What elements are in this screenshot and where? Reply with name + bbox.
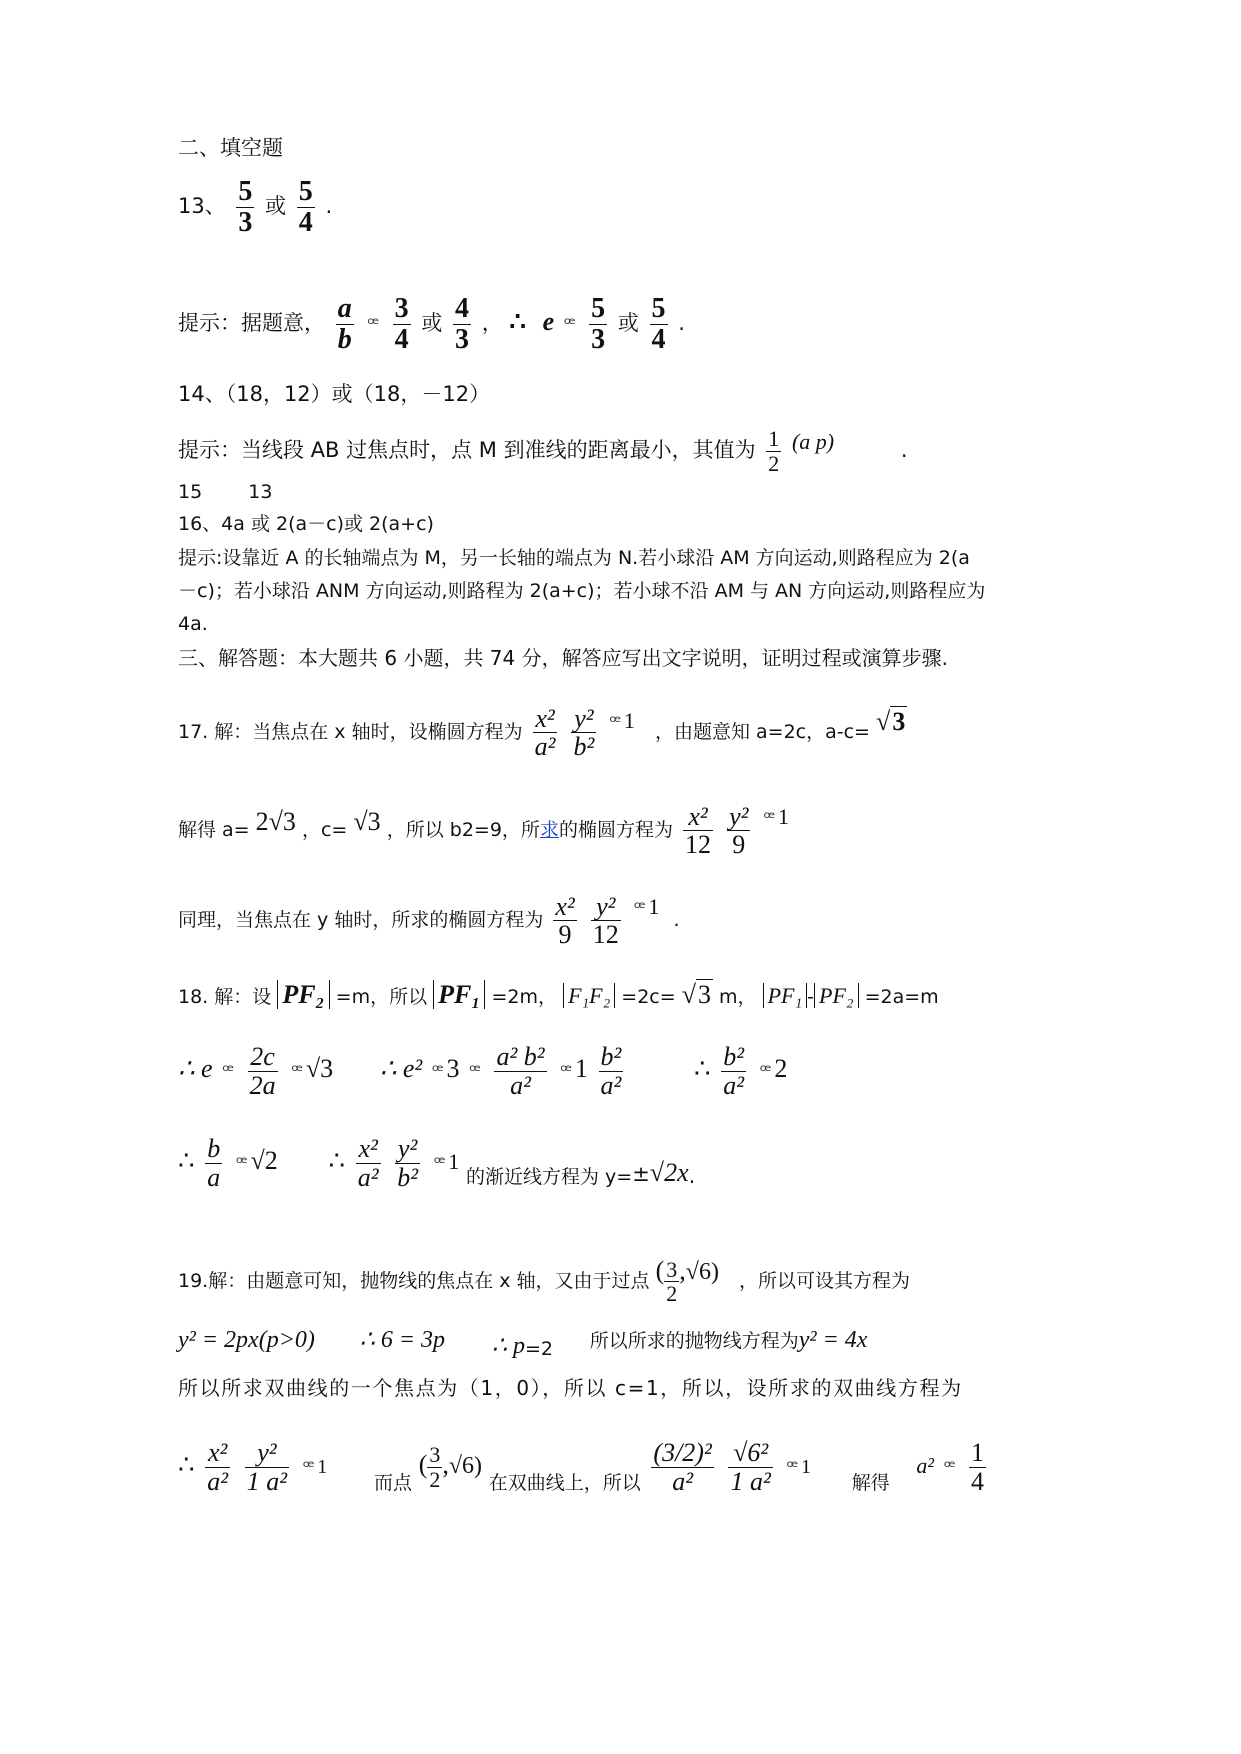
link-qiu[interactable]: 求 (539, 819, 559, 841)
solution-18-line-3: ∴ $\frac{b}{a}$ ꟹ √2 ∴ $\frac{\text{x²}}{\text{a²}}$ $\frac{\text{y²}}{\text{b²}}$ ꟹ 1 的渐近线方程为 y=±√2x. (178, 1134, 696, 1192)
fraction-5-3: $\frac{5}{3}$ (238, 176, 253, 238)
fraction-5-4: $\frac{5}{4}$ (651, 293, 666, 355)
sqrt-3: √3 (876, 707, 906, 736)
fraction-1-2: $\frac{1}{2}$ (768, 426, 780, 476)
hint-13: 提示：据题意， $\frac{a}{b}$ ꟹ $\frac{3}{4}$ 或 $\frac{4}{3}$ ， ∴ e ꟹ $\frac{5}{3}$ 或 $\frac{5}{4}$ . (178, 293, 685, 355)
garbled-symbol: ꟹ (367, 314, 379, 335)
section-2-title: 二、填空题 (178, 136, 283, 160)
sqrt-3: √3 (681, 980, 711, 1009)
fraction-b-a: $\frac{b}{a}$ (207, 1134, 221, 1192)
solution-18-line-1: 18. 解：设 PF₂ =m，所以 PF₁ =2m， F₁F₂ =2c= √3 m， PF₁ - PF₂ =2a=m (178, 980, 939, 1009)
fraction-5-4: $\frac{5}{4}$ (298, 176, 313, 238)
abs-f1f2: F₁F₂ (563, 983, 615, 1008)
fraction-x2-a2: $\frac{\text{x²}}{\text{a²}}$ (534, 703, 556, 761)
fraction-x2-9: $\frac{\text{x²}}{9}$ (555, 891, 575, 949)
solution-19-line-1: 19.解：由题意可知，抛物线的焦点在 x 轴，又由于过点 ( $\frac{3}{2}$ ,√6) ，所以可设其方程为 (178, 1256, 910, 1306)
fraction-1-4: $\frac{1}{4}$ (971, 1438, 984, 1496)
answer-14: 14、（18，12）或（18，－12） (178, 382, 491, 406)
fraction-y2-b2: $\frac{\text{y²}}{\text{b²}}$ (397, 1134, 418, 1192)
solution-17-line-1: 17. 解：当焦点在 x 轴时，设椭圆方程为 $\frac{\text{x²}}{\text{a²}}$ $\frac{\text{y²}}{\text{b²}}$ ꟹ 1 ，由题意知 a=2c，a-c= √3 (178, 703, 906, 761)
answer-16: 16、4a 或 2(a－c)或 2(a+c) (178, 513, 434, 535)
fraction-2c-2a: $\frac{2c}{2a}$ (249, 1042, 276, 1100)
fraction-3-2: $\frac{3}{2}$ (666, 1256, 678, 1306)
solution-17-line-3: 同理，当焦点在 y 轴时，所求的椭圆方程为 $\frac{\text{x²}}{9}$ $\frac{\text{y²}}{12}$ ꟹ 1 . (178, 891, 680, 949)
fraction-x2-a2: $\frac{\text{x²}}{\text{a²}}$ (357, 1134, 379, 1192)
fraction-b2-a2: $\frac{\text{b²}}{\text{a²}}$ (723, 1042, 745, 1100)
fraction-y2-12: $\frac{\text{y²}}{12}$ (592, 891, 619, 949)
fraction-y2-b2: $\frac{\text{y²}}{\text{b²}}$ (573, 703, 595, 761)
fraction-sqrt6-sq-1-a2: $\frac{\text{√6²}}{\text{1 a²}}$ (730, 1438, 771, 1496)
fraction-3-2: $\frac{3}{2}$ (429, 1442, 441, 1492)
fraction-y2-1-a2: $\frac{\text{y²}}{\text{1 a²}}$ (246, 1438, 288, 1496)
fraction-x2-12: $\frac{\text{x²}}{12}$ (685, 801, 712, 859)
fraction-b2-a2: $\frac{\text{b²}}{\text{a²}}$ (600, 1042, 622, 1100)
fraction-y2-9: $\frac{\text{y²}}{9}$ (729, 801, 749, 859)
hint-16-line-3: 4a. (178, 613, 208, 635)
solution-19-line-2: y² = 2px(p>0) ∴ 6 = 3p ∴ p=2 所以所求的抛物线方程为y² = 4x (178, 1327, 868, 1360)
fraction-5-3: $\frac{5}{3}$ (591, 293, 606, 355)
solution-18-line-2: ∴ e ꟹ $\frac{2c}{2a}$ ꟹ √3 ∴ e² ꟹ 3 ꟹ $\frac{\text{a² b²}}{\text{a²}}$ ꟹ 1 $\frac{\text{b²}}{\text{a²}}$ ∴ $\frac{\text{b²}}{\text{a²}}$ ꟹ 2 (178, 1042, 788, 1100)
fraction-3-4: $\frac{3}{4}$ (394, 293, 409, 355)
fraction-x2-a2: $\frac{\text{x²}}{\text{a²}}$ (207, 1438, 229, 1496)
fraction-a-b: $\frac{a}{b}$ (337, 293, 352, 355)
fraction-3-2-sq-a2: $\frac{\text{(3/2)²}}{\text{a²}}$ (653, 1438, 712, 1496)
answer-13: 13、 $\frac{5}{3}$ 或 $\frac{5}{4}$ . (178, 176, 333, 238)
solution-19-line-3: 所以所求双曲线的一个焦点为（1，0），所以 c=1，所以，设所求的双曲线方程为 (178, 1376, 963, 1400)
hint-14: 提示：当线段 AB 过焦点时，点 M 到准线的距离最小，其值为 $\frac{1}{2}$ (a p) . (178, 426, 908, 476)
solution-19-line-4: ∴ $\frac{\text{x²}}{\text{a²}}$ $\frac{\text{y²}}{\text{1 a²}}$ ꟹ 1 而点 ( $\frac{3}{2}$ ,√6) 在双曲线上，所以 $\frac{\text{(3/2)²}}{\text{a²}}$ $\frac{\text{√6²}}{\text{1 a²}}$ ꟹ 1 解得 a² ꟹ $\frac{1}{4}$ (178, 1438, 984, 1496)
abs-pf1: PF₁ (433, 980, 485, 1009)
hint-16-line-2: －c)；若小球沿 ANM 方向运动,则路程为 2(a+c)；若小球不沿 AM 与 AN 方向运动,则路程应为 (178, 580, 986, 602)
solution-17-line-2: 解得 a= 2√3 ，c= √3 ，所以 b2=9，所求的椭圆方程为 $\frac{\text{x²}}{12}$ $\frac{\text{y²}}{9}$ ꟹ 1 (178, 801, 790, 859)
fraction-4-3: $\frac{4}{3}$ (455, 293, 470, 355)
answer-15: 15 13 (178, 481, 273, 503)
abs-pf2: PF₂ (277, 980, 329, 1009)
fraction-a2b2-a2: $\frac{\text{a² b²}}{\text{a²}}$ (496, 1042, 545, 1100)
section-3-title: 三、解答题：本大题共 6 小题，共 74 分，解答应写出文字说明，证明过程或演算步骤. (178, 646, 948, 670)
hint-16-line-1: 提示:设靠近 A 的长轴端点为 M，另一长轴的端点为 N.若小球沿 AM 方向运动,则路程应为 2(a (178, 547, 970, 569)
